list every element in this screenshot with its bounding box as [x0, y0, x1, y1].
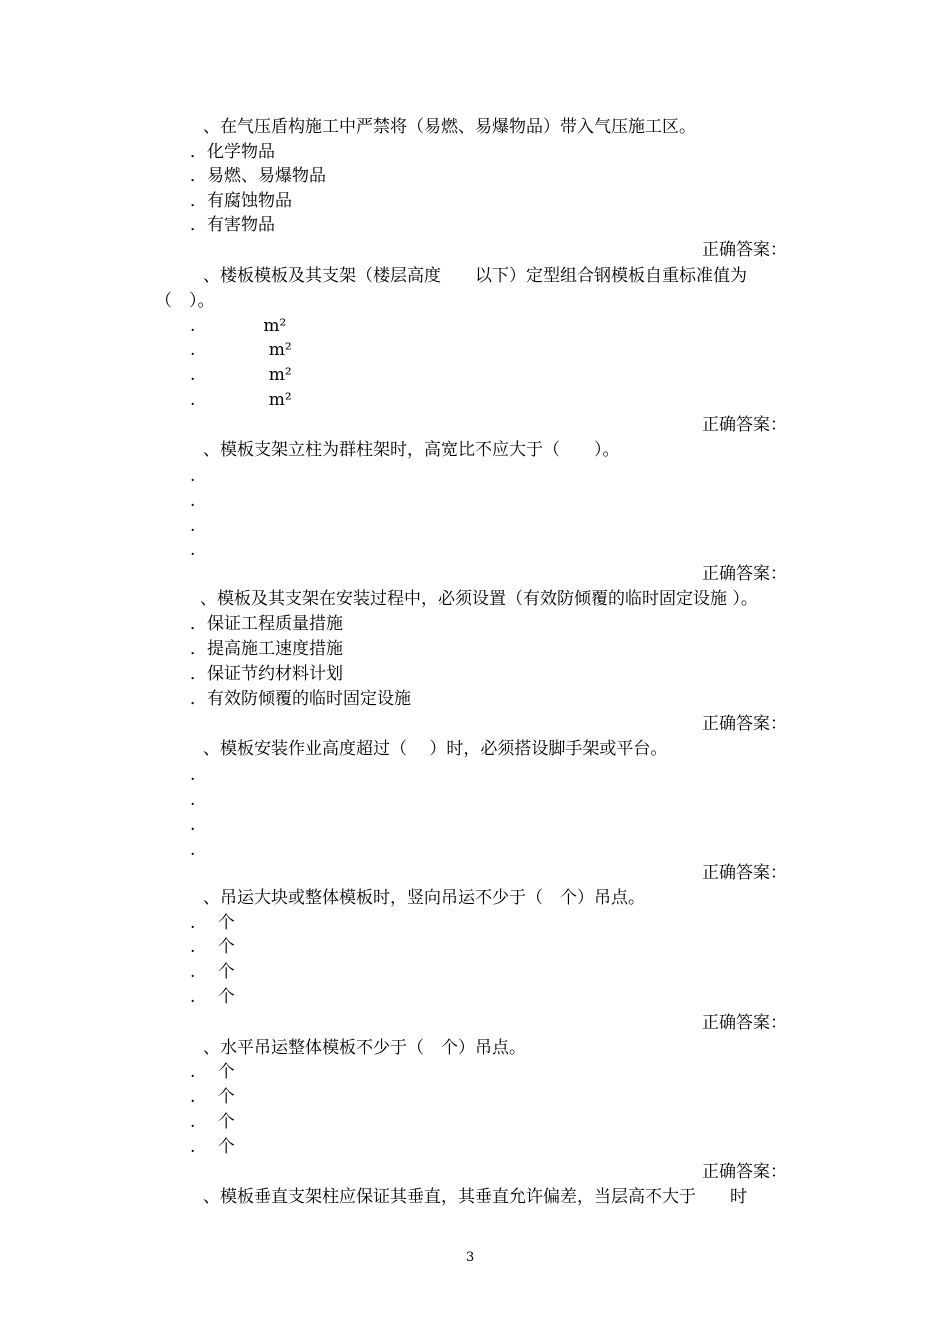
option: . 个: [190, 1062, 235, 1082]
question-stem: 、模板垂直支架柱应保证其垂直，其垂直允许偏差，当层高不大于 时: [203, 1187, 747, 1207]
option: ．有腐蚀物品: [190, 191, 292, 211]
option: .: [190, 540, 196, 560]
option: ．保证工程质量措施: [190, 614, 343, 634]
option: . 个: [190, 913, 235, 933]
option: ．有效防倾覆的临时固定设施: [190, 689, 411, 709]
answer-label: 正确答案：: [702, 415, 787, 435]
answer-label: 正确答案：: [702, 714, 787, 734]
option: . 个: [190, 1087, 235, 1107]
question-stem-continued: （ ）。: [155, 291, 215, 311]
page-number: 3: [466, 1250, 475, 1265]
answer-label: 正确答案：: [702, 240, 787, 260]
option: ．提高施工速度措施: [190, 639, 343, 659]
option: . m²: [190, 390, 292, 410]
option: .: [190, 491, 196, 511]
answer-label: 正确答案：: [702, 1013, 787, 1033]
option: . 个: [190, 1137, 235, 1157]
question-stem: 、水平吊运整体模板不少于（ 个）吊点。: [203, 1038, 526, 1058]
option: .: [190, 765, 196, 785]
option: ．化学物品: [190, 142, 275, 162]
option: .: [190, 516, 196, 536]
option: . m²: [190, 340, 292, 360]
option: . 个: [190, 987, 235, 1007]
question-stem: 、模板及其支架在安装过程中，必须设置（有效防倾覆的临时固定设施 ）。: [200, 589, 758, 609]
option: ．易燃、易爆物品: [190, 166, 326, 186]
option: .: [190, 840, 196, 860]
option: ．保证节约材料计划: [190, 664, 343, 684]
answer-label: 正确答案：: [702, 1162, 787, 1182]
question-stem: 、模板安装作业高度超过（ ）时，必须搭设脚手架或平台。: [203, 739, 668, 759]
question-stem: 、在气压盾构施工中严禁将（易燃、易爆物品）带入气压施工区。: [203, 117, 696, 137]
option: . m²: [190, 365, 292, 385]
answer-label: 正确答案：: [702, 564, 787, 584]
question-stem: 、模板支架立柱为群柱架时，高宽比不应大于（ ）。: [203, 440, 620, 460]
answer-label: 正确答案：: [702, 863, 787, 883]
question-stem: 、吊运大块或整体模板时，竖向吊运不少于（ 个）吊点。: [203, 888, 645, 908]
option: . m²: [190, 316, 287, 336]
option: .: [190, 466, 196, 486]
option: ．有害物品: [190, 215, 275, 235]
option: .: [190, 790, 196, 810]
question-stem: 、楼板模板及其支架（楼层高度 以下）定型组合钢模板自重标准值为: [203, 266, 747, 286]
option: . 个: [190, 962, 235, 982]
option: .: [190, 815, 196, 835]
option: . 个: [190, 1112, 235, 1132]
option: . 个: [190, 937, 235, 957]
